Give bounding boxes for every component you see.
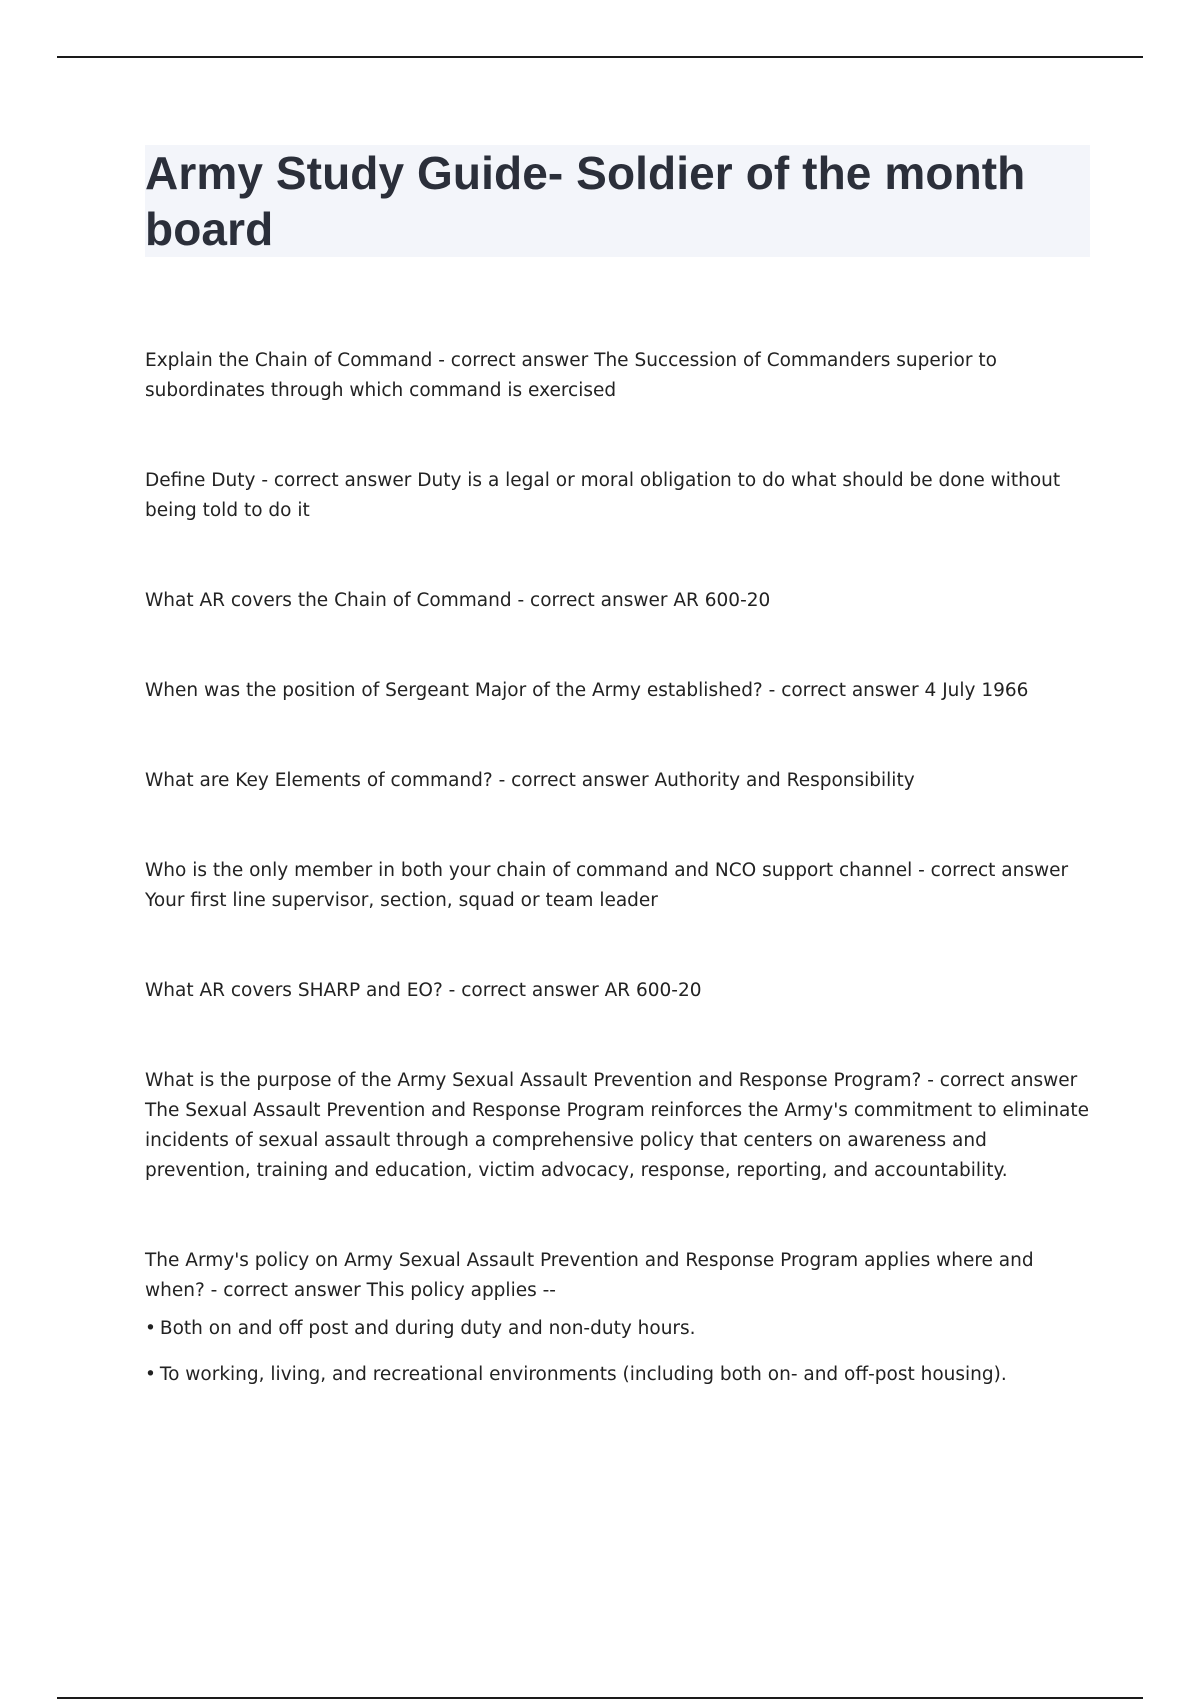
- title-block: [145, 145, 1090, 257]
- qa-item-first-line-supervisor: Who is the only member in both your chain of command and NCO support channel - correct answer Your first line supervisor, section, squad or team leader: [145, 860, 1069, 911]
- page-title: Army Study Guide- Soldier of the month board: [145, 147, 1026, 255]
- bullet-icon: •: [145, 1364, 156, 1385]
- bullet-text: To working, living, and recreational environments (including both on- and off-post housing).: [159, 1364, 1007, 1385]
- bottom-rule: [57, 1697, 1143, 1699]
- qa-item-ar-chain-of-command: What AR covers the Chain of Command - correct answer AR 600-20: [145, 590, 771, 611]
- qa-item-sharp-policy: The Army's policy on Army Sexual Assault Prevention and Response Program applies where and when? - correct answer This policy applies --: [145, 1250, 1034, 1301]
- list-item: [145, 1360, 1090, 1390]
- qa-item-sma-established: When was the position of Sergeant Major of the Army established? - correct answer 4 July 1966: [145, 680, 1029, 701]
- qa-content: [145, 346, 1090, 1390]
- qa-item-ar-sharp-eo: What AR covers SHARP and EO? - correct answer AR 600-20: [145, 980, 702, 1001]
- bullet-icon: •: [145, 1318, 156, 1339]
- list-item: [145, 1314, 1090, 1344]
- bullet-text: Both on and off post and during duty and non-duty hours.: [159, 1318, 696, 1339]
- qa-item-define-duty: Define Duty - correct answer Duty is a legal or moral obligation to do what should be done without being told to do it: [145, 470, 1061, 521]
- qa-item-sharp-purpose: What is the purpose of the Army Sexual Assault Prevention and Response Program? - correct answer The Sexual Assault Prevention and Response Program reinforces the Army's commitment to eliminate incidents of sexual assault through a comprehensive policy that centers on awareness and prevention, training and education, victim advocacy, response, reporting, and accountability.: [145, 1070, 1089, 1181]
- top-rule: [57, 56, 1143, 58]
- qa-item-key-elements: What are Key Elements of command? - correct answer Authority and Responsibility: [145, 770, 915, 791]
- policy-bullet-list: [145, 1314, 1090, 1390]
- qa-item-chain-of-command: Explain the Chain of Command - correct answer The Succession of Commanders superior to subordinates through which command is exercised: [145, 350, 997, 401]
